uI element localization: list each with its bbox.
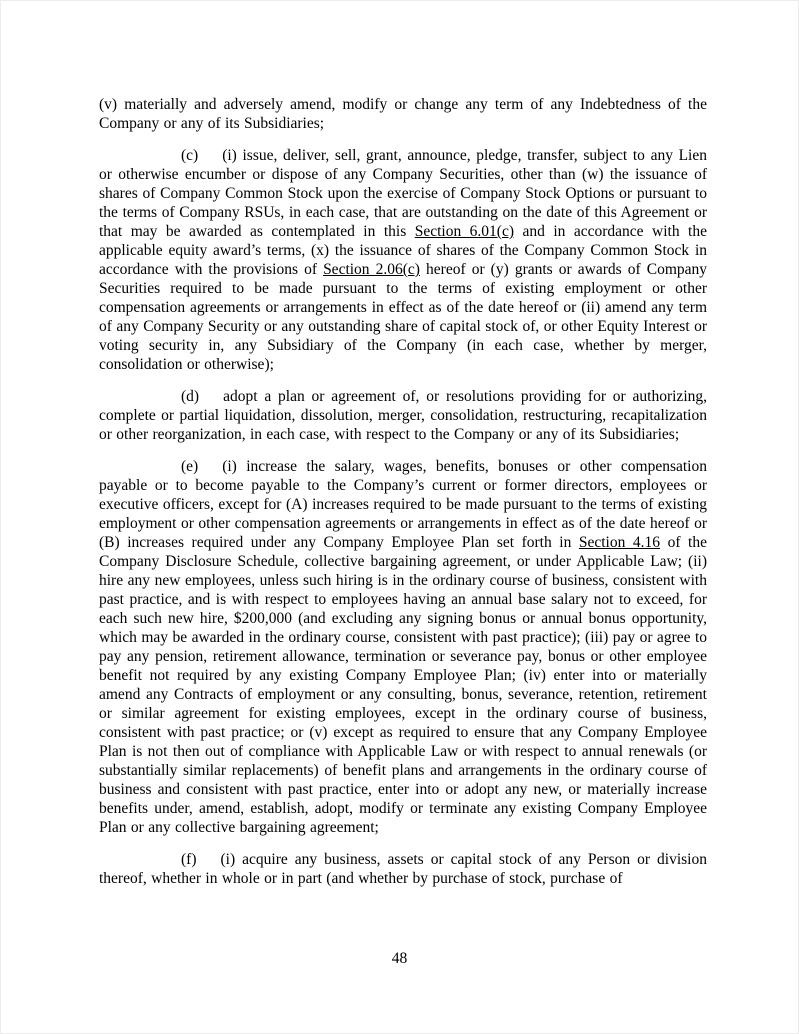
clause-label: (e) (181, 458, 199, 475)
paragraph-clause-e (99, 457, 707, 837)
paragraph-clause-f (99, 850, 707, 888)
text-run: (v) materially and adversely amend, modify or change any term of any Indebtedness of the Company or any of its Subsidiaries; (99, 96, 707, 132)
section-reference: Section 4.16 (578, 534, 661, 551)
text-run: (i) acquire any business, assets or capital stock of any Person or division thereof, whether in whole or in part (and whether by purchase of stock, purchase of (99, 851, 707, 887)
paragraph-clause-d (99, 387, 707, 444)
clause-label: (c) (181, 147, 199, 164)
text-run: (i) increase the salary, wages, benefits, bonuses or other compensation payable or to become payable to the Company’s current or former directors, employees or executive officers, except for (A) increases required to be made pursuant to the terms of existing employment or other compensation agreements or arrangements in effect as of the date hereof or (B) increases required under any Company Employee Plan set forth in (99, 458, 707, 551)
paragraph-clause-c (99, 146, 707, 374)
clause-label: (f) (181, 851, 197, 868)
paragraph-clause-v (99, 95, 707, 133)
page-number: 48 (391, 950, 408, 967)
text-run: (i) issue, deliver, sell, grant, announce, pledge, transfer, subject to any Lien or otherwise encumber or dispose of any Company Securities, other than (w) the issuance of shares of Company Common Stock upon the exercise of Company Stock Options or pursuant to the terms of Company RSUs, in each case, that are outstanding on the date of this Agreement or that may be awarded as contemplated in this (99, 147, 707, 240)
clause-label: (d) (181, 388, 200, 405)
text-run: hereof or (y) grants or awards of Company Securities required to be made pursuant to the terms of existing employment or other compensation agreements or arrangements in effect as of the date hereof or (ii) amend any term of any Company Security or any outstanding share of capital stock of, or other Equity Interest or voting security in, any Subsidiary of the Company (in each case, whether by merger, consolidation or otherwise); (99, 261, 707, 373)
section-reference: Section 6.01(c) (414, 223, 514, 240)
page-body (99, 95, 707, 901)
text-run: of the Company Disclosure Schedule, collective bargaining agreement, or under Applicable Law; (ii) hire any new employees, unless such hiring is in the ordinary course of business, consistent with past practice, and is with respect to employees having an annual base salary not to exceed, for each such new hire, $200,000 (and excluding any signing bonus or annual bonus opportunity, which may be awarded in the ordinary course, consistent with past practice); (iii) pay or agree to pay any pension, retirement allowance, termination or severance pay, bonus or other employee benefit not required by any existing Company Employee Plan; (iv) enter into or materially amend any Contracts of employment or any consulting, bonus, severance, retention, retirement or similar agreement for existing employees, except in the ordinary course of business, consistent with past practice; or (v) except as required to ensure that any Company Employee Plan is not then out of compliance with Applicable Law or with respect to annual renewals (or substantially similar replacements) of benefit plans and arrangements in the ordinary course of business and consistent with past practice, enter into or adopt any new, or materially increase benefits under, amend, establish, adopt, modify or terminate any existing Company Employee Plan or any collective bargaining agreement; (99, 534, 707, 836)
text-run: and in accordance with the applicable equity award’s terms, (x) the issuance of shares of the Company Common Stock in accordance with the provisions of (99, 223, 707, 278)
section-reference: Section 2.06(c) (323, 261, 420, 278)
text-run: adopt a plan or agreement of, or resolutions providing for or authorizing, complete or partial liquidation, dissolution, merger, consolidation, restructuring, recapitalization or other reorganization, in each case, with respect to the Company or any of its Subsidiaries; (99, 388, 707, 443)
